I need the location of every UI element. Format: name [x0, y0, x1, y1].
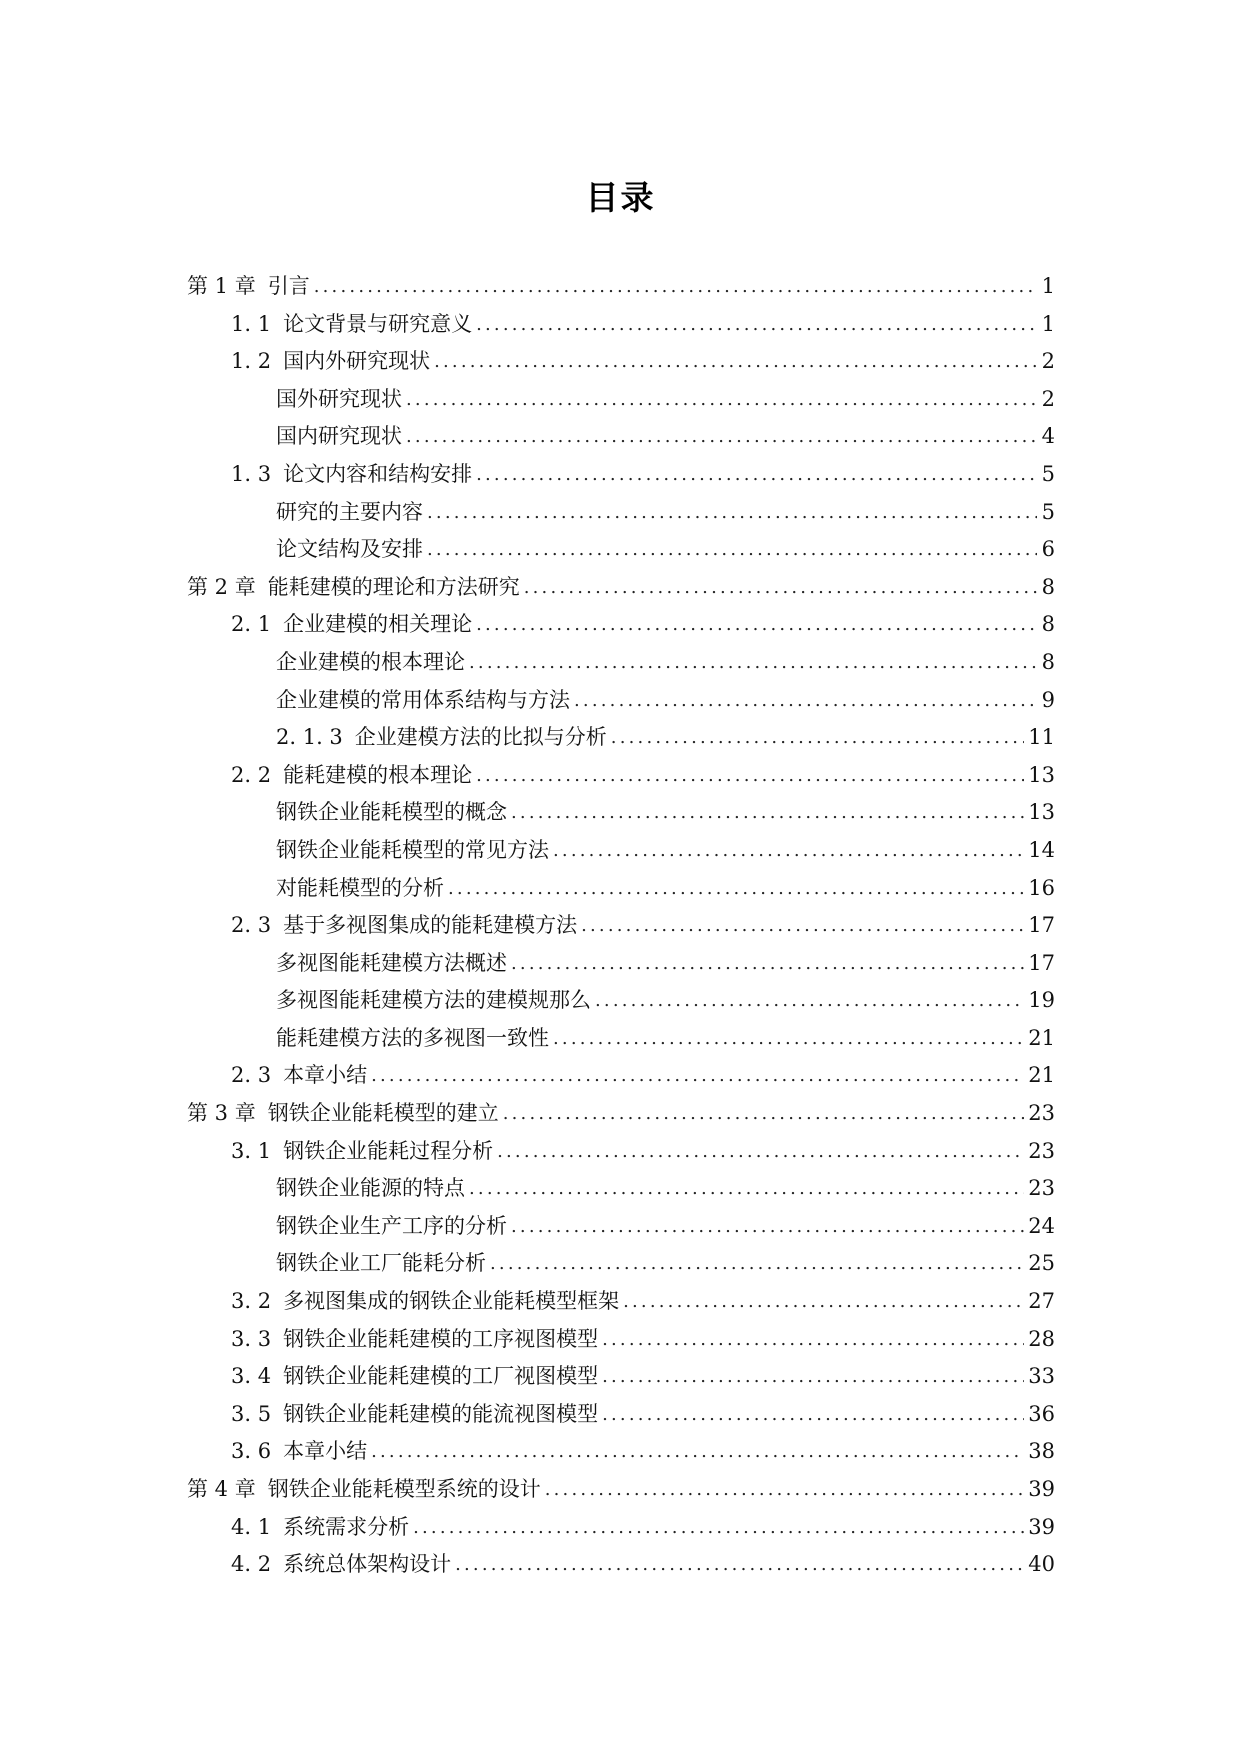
toc-dot-leader	[371, 1057, 1024, 1095]
toc-entry-page: 5	[1041, 499, 1055, 524]
toc-entry-page: 13	[1028, 800, 1055, 825]
toc-entry-title: 系统需求分析	[283, 1514, 410, 1539]
toc-entry-title: 研究的主要内容	[276, 499, 423, 524]
toc-entry-title: 企业建模的相关理论	[283, 612, 473, 637]
toc-entry-page: 14	[1028, 837, 1055, 862]
toc-entry-page: 27	[1028, 1289, 1055, 1314]
toc-entry-title: 钢铁企业能耗模型系统的设计	[267, 1477, 541, 1501]
toc-entry-page: 5	[1041, 461, 1055, 486]
toc-entry-page: 23	[1028, 1176, 1055, 1201]
toc-dot-leader	[595, 982, 1024, 1020]
toc-entry-number: 2. 1. 3	[276, 725, 343, 750]
toc-entry-number: 3. 1	[231, 1138, 272, 1163]
toc-dot-leader	[524, 569, 1037, 607]
toc-entry[interactable]	[187, 1020, 1055, 1058]
toc-entry-page: 11	[1028, 725, 1055, 750]
toc-entry[interactable]	[187, 1358, 1055, 1396]
toc-dot-leader	[623, 1283, 1024, 1321]
toc-entry-title: 多视图能耗建模方法的建模规那么	[276, 988, 591, 1013]
toc-entry[interactable]	[187, 1095, 1055, 1133]
toc-dot-leader	[574, 682, 1037, 720]
toc-entry[interactable]	[187, 682, 1055, 720]
toc-entry-page: 39	[1028, 1477, 1055, 1501]
toc-entry-page: 21	[1028, 1025, 1055, 1050]
table-of-contents	[187, 268, 1055, 1584]
toc-entry-page: 4	[1041, 424, 1055, 449]
toc-entry-number: 第 4 章	[187, 1477, 256, 1501]
toc-dot-leader	[602, 1396, 1024, 1434]
toc-dot-leader	[371, 1433, 1024, 1471]
toc-entry-title: 钢铁企业能耗建模的工序视图模型	[283, 1326, 599, 1351]
toc-entry[interactable]	[187, 606, 1055, 644]
toc-entry[interactable]	[187, 1396, 1055, 1434]
toc-entry[interactable]	[187, 719, 1055, 757]
toc-entry-page: 28	[1028, 1326, 1055, 1351]
toc-entry-number: 1. 1	[231, 311, 272, 336]
toc-entry-title: 钢铁企业能耗模型的建立	[267, 1101, 499, 1126]
toc-dot-leader	[503, 1095, 1025, 1133]
toc-entry-page: 8	[1041, 574, 1055, 599]
toc-entry-title: 企业建模的常用体系结构与方法	[276, 687, 570, 712]
toc-dot-leader	[434, 343, 1037, 381]
toc-entry[interactable]	[187, 1433, 1055, 1471]
toc-entry-title: 本章小结	[283, 1439, 368, 1464]
toc-entry-title: 论文内容和结构安排	[283, 461, 473, 486]
toc-entry[interactable]	[187, 1509, 1055, 1547]
toc-entry-title: 论文背景与研究意义	[283, 311, 473, 336]
toc-dot-leader	[476, 757, 1024, 795]
toc-entry-number: 3. 6	[231, 1439, 272, 1464]
toc-dot-leader	[553, 1020, 1024, 1058]
toc-entry-title: 能耗建模的根本理论	[283, 762, 473, 787]
toc-entry[interactable]	[187, 794, 1055, 832]
toc-entry-title: 钢铁企业能耗模型的概念	[276, 800, 507, 825]
toc-entry[interactable]	[187, 456, 1055, 494]
toc-entry[interactable]	[187, 1245, 1055, 1283]
toc-entry-title: 多视图集成的钢铁企业能耗模型框架	[283, 1289, 620, 1314]
toc-entry[interactable]	[187, 757, 1055, 795]
toc-entry-title: 钢铁企业工厂能耗分析	[276, 1251, 486, 1276]
toc-entry[interactable]	[187, 531, 1055, 569]
toc-entry-page: 33	[1028, 1364, 1055, 1389]
toc-entry-title: 钢铁企业能耗模型的常见方法	[276, 837, 549, 862]
toc-entry-number: 3. 4	[231, 1364, 272, 1389]
toc-entry[interactable]	[187, 870, 1055, 908]
toc-dot-leader	[469, 644, 1037, 682]
toc-entry-page: 19	[1028, 988, 1055, 1013]
toc-entry-title: 多视图能耗建模方法概述	[276, 950, 507, 975]
toc-entry-title: 系统总体架构设计	[283, 1552, 452, 1577]
toc-dot-leader	[427, 494, 1037, 532]
toc-dot-leader	[476, 306, 1037, 344]
toc-dot-leader	[602, 1321, 1024, 1359]
toc-entry-page: 38	[1028, 1439, 1055, 1464]
toc-entry[interactable]	[187, 1133, 1055, 1171]
toc-entry-page: 23	[1028, 1101, 1055, 1126]
toc-entry-title: 国外研究现状	[276, 386, 402, 411]
toc-entry-title: 能耗建模方法的多视图一致性	[276, 1025, 549, 1050]
toc-entry-page: 21	[1028, 1063, 1055, 1088]
toc-entry-title: 引言	[267, 274, 310, 298]
toc-entry-title: 钢铁企业能耗建模的工厂视图模型	[283, 1364, 599, 1389]
toc-entry-page: 2	[1041, 386, 1055, 411]
toc-entry-page: 39	[1028, 1514, 1055, 1539]
toc-entry[interactable]	[187, 1471, 1055, 1509]
toc-entry[interactable]	[187, 1170, 1055, 1208]
toc-entry-title: 论文结构及安排	[276, 537, 423, 562]
toc-dot-leader	[511, 794, 1024, 832]
toc-dot-leader	[314, 268, 1037, 306]
toc-entry[interactable]	[187, 1546, 1055, 1584]
toc-dot-leader	[476, 606, 1037, 644]
toc-entry-number: 2. 3	[231, 1063, 272, 1088]
toc-dot-leader	[469, 1170, 1024, 1208]
toc-entry-number: 1. 2	[231, 349, 272, 374]
toc-entry-title: 基于多视图集成的能耗建模方法	[283, 913, 578, 938]
toc-entry[interactable]	[187, 644, 1055, 682]
toc-dot-leader	[545, 1471, 1025, 1509]
toc-entry-number: 第 1 章	[187, 274, 256, 298]
toc-entry-page: 8	[1041, 612, 1055, 637]
toc-entry-page: 25	[1028, 1251, 1055, 1276]
toc-dot-leader	[455, 1546, 1024, 1584]
toc-dot-leader	[406, 418, 1037, 456]
toc-dot-leader	[490, 1245, 1024, 1283]
toc-entry-page: 24	[1028, 1213, 1055, 1238]
toc-entry-page: 13	[1028, 762, 1055, 787]
toc-entry-title: 国内研究现状	[276, 424, 402, 449]
toc-entry[interactable]	[187, 1208, 1055, 1246]
toc-dot-leader	[476, 456, 1037, 494]
toc-dot-leader	[611, 719, 1024, 757]
page-title: 目录	[585, 178, 656, 217]
toc-dot-leader	[413, 1509, 1024, 1547]
toc-dot-leader	[497, 1133, 1024, 1171]
toc-dot-leader	[602, 1358, 1024, 1396]
toc-dot-leader	[427, 531, 1037, 569]
toc-entry-title: 企业建模方法的比拟与分析	[354, 725, 607, 750]
toc-entry[interactable]	[187, 1321, 1055, 1359]
toc-dot-leader	[511, 1208, 1024, 1246]
toc-entry-page: 1	[1041, 311, 1055, 336]
toc-entry-title: 钢铁企业能耗建模的能流视图模型	[283, 1401, 599, 1426]
toc-entry-page: 23	[1028, 1138, 1055, 1163]
toc-entry-page: 6	[1041, 537, 1055, 562]
toc-entry-number: 2. 3	[231, 913, 272, 938]
toc-entry[interactable]	[187, 418, 1055, 456]
toc-entry-page: 16	[1028, 875, 1055, 900]
toc-entry-number: 2. 2	[231, 762, 272, 787]
toc-entry[interactable]	[187, 494, 1055, 532]
toc-entry-title: 钢铁企业能源的特点	[276, 1176, 465, 1201]
toc-entry[interactable]	[187, 945, 1055, 983]
toc-entry-title: 能耗建模的理论和方法研究	[267, 574, 520, 599]
toc-entry[interactable]	[187, 306, 1055, 344]
toc-entry[interactable]	[187, 381, 1055, 419]
toc-entry[interactable]	[187, 343, 1055, 381]
toc-entry-page: 17	[1028, 950, 1055, 975]
toc-entry-page: 9	[1041, 687, 1055, 712]
toc-entry-page: 2	[1041, 349, 1055, 374]
toc-entry-number: 2. 1	[231, 612, 272, 637]
toc-entry-number: 4. 2	[231, 1552, 272, 1577]
toc-entry-number: 第 2 章	[187, 574, 256, 599]
toc-entry[interactable]	[187, 1057, 1055, 1095]
toc-entry[interactable]	[187, 1283, 1055, 1321]
toc-entry-number: 第 3 章	[187, 1101, 256, 1126]
toc-entry-title: 国内外研究现状	[283, 349, 431, 374]
toc-entry[interactable]	[187, 982, 1055, 1020]
toc-entry-title: 对能耗模型的分析	[276, 875, 444, 900]
toc-entry-title: 钢铁企业生产工序的分析	[276, 1213, 507, 1238]
toc-entry-page: 36	[1028, 1401, 1055, 1426]
toc-entry[interactable]	[187, 569, 1055, 607]
toc-entry-page: 1	[1041, 274, 1055, 298]
toc-entry-number: 3. 2	[231, 1289, 272, 1314]
toc-entry-page: 8	[1041, 649, 1055, 674]
toc-dot-leader	[511, 945, 1024, 983]
toc-entry-number: 4. 1	[231, 1514, 272, 1539]
toc-entry-number: 3. 5	[231, 1401, 272, 1426]
toc-entry[interactable]	[187, 907, 1055, 945]
toc-dot-leader	[406, 381, 1037, 419]
toc-dot-leader	[581, 907, 1024, 945]
toc-entry-number: 1. 3	[231, 461, 272, 486]
toc-dot-leader	[448, 870, 1024, 908]
toc-dot-leader	[553, 832, 1024, 870]
toc-entry-page: 40	[1028, 1552, 1055, 1577]
toc-entry[interactable]	[187, 832, 1055, 870]
toc-entry-page: 17	[1028, 913, 1055, 938]
toc-entry-title: 本章小结	[283, 1063, 368, 1088]
toc-entry-number: 3. 3	[231, 1326, 272, 1351]
toc-entry-title: 企业建模的根本理论	[276, 649, 465, 674]
toc-entry-title: 钢铁企业能耗过程分析	[283, 1138, 494, 1163]
toc-entry[interactable]	[187, 268, 1055, 306]
